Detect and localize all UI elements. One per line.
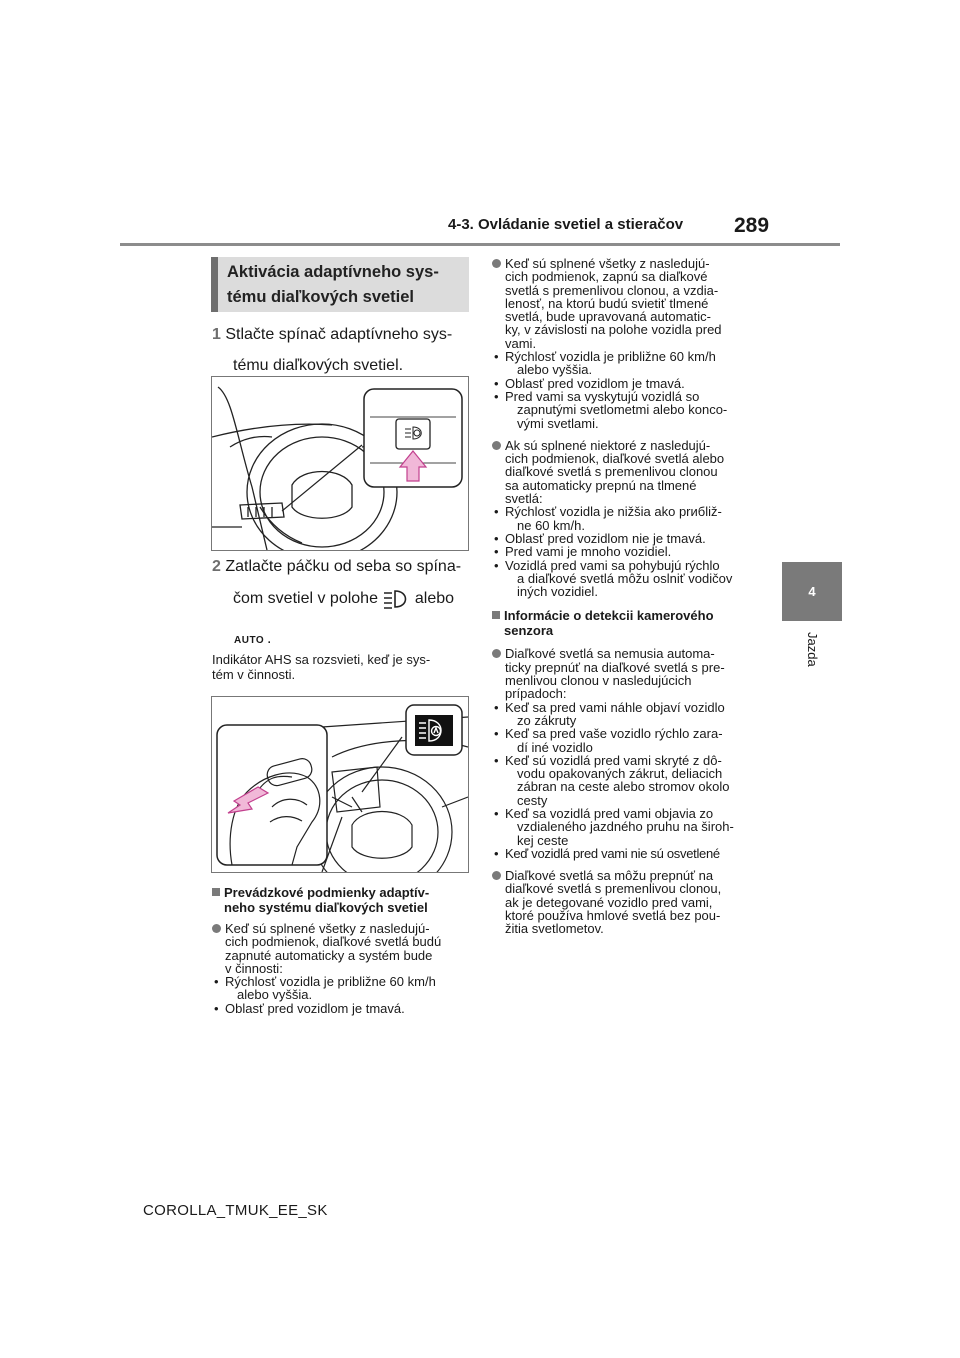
bullet-fog-lights xyxy=(492,869,762,935)
case-item: Keď vozidlá pred vami nie sú osvetlené xyxy=(505,845,720,861)
case-item-cont: vzdialeného jazdného pruhu na široh- xyxy=(517,819,734,835)
bullet4-line: ticky prepnúť na diaľkové svetlá s pre- xyxy=(505,659,725,675)
bullet5-line: žitia svetlometov. xyxy=(505,921,604,937)
subheading-operating-conditions xyxy=(212,885,474,915)
ahs-indicator-note xyxy=(212,653,474,682)
bullet5-line: diaľkové svetlá s premenlivou clonou, xyxy=(505,881,722,897)
running-header-title: 4-3. Ovládanie svetiel a stieračov xyxy=(448,216,684,233)
bullet5-line: ak je detegované vozidlo pred vami, xyxy=(505,894,713,910)
subheading-line2: neho systému diaľkových svetiel xyxy=(224,900,428,915)
page-number: 289 xyxy=(734,214,770,237)
condition-item: Rýchlosť vozidla je nižšia ako prибliž- xyxy=(505,504,722,520)
bullet3-line: sa automaticky prepnú na tlmené xyxy=(505,477,697,493)
square-bullet-icon xyxy=(212,888,220,896)
note-line1: Indikátor AHS sa rozsvieti, keď je sys- xyxy=(212,652,431,667)
auto-position-icon: AUTO xyxy=(234,635,265,646)
section-heading-line1: Aktivácia adaptívneho sys- xyxy=(227,263,439,281)
subheading-camera-detection xyxy=(492,608,762,638)
condition-item-cont: zapnutými svetlometmi alebo konco- xyxy=(517,402,728,418)
step-2 xyxy=(212,554,474,654)
case-item-cont: vodu opakovaných zákrut, deliacich xyxy=(517,766,723,782)
bullet2-line: Keď sú splnené všetky z nasledujú- xyxy=(505,256,710,271)
section-heading-line2: tému diaľkových svetiel xyxy=(227,288,415,306)
step-2-period: . xyxy=(266,630,272,647)
bullet-switch-to-low xyxy=(492,439,762,505)
case-item-cont: zo zákruty xyxy=(517,712,577,728)
subheading-line1: Prevádzkové podmienky adaptív- xyxy=(224,885,430,900)
step-2-text-line2a: čom svetiel v polohe xyxy=(233,590,378,607)
condition-item-cont: ne 60 km/h. xyxy=(517,517,585,533)
round-bullet-icon xyxy=(492,259,501,268)
condition-item-cont: alebo vyššia. xyxy=(237,987,313,1003)
bullet1-line: zapnuté automaticky a systém bude xyxy=(225,947,433,963)
figure-ahs-switch xyxy=(211,376,469,551)
section-heading xyxy=(211,257,469,312)
bullet5-line: Diaľkové svetlá sa môžu prepnúť na xyxy=(505,868,714,884)
bullet4-line: Diaľkové svetlá sa nemusia automa- xyxy=(505,646,715,662)
bullet1-line: cich podmienok, diaľkové svetlá budú xyxy=(225,934,442,950)
round-bullet-icon xyxy=(492,441,501,450)
chapter-label-text: Jazda xyxy=(805,632,820,667)
condition-item-cont: a diaľkové svetlá môžu oslniť vodičov xyxy=(517,570,733,586)
round-bullet-icon xyxy=(212,924,221,933)
bullet3-line: svetlá: xyxy=(505,491,543,507)
bullet4-cases: • Keď sa pred vami náhle objaví vozidlo zo zákruty • Keď sa pred vaše vozidlo rýchlo zara- dí iné vozidlo • Keď sú vozidlá pred vami skryté z dô- vodu opakovaných zákrut, deliacich zábran na ceste alebo stromov okolo cesty • Keď sa vozidlá pred vami objavia zo vzdialeného jazdného pruhu na široh- kej ceste • Keď vozidlá pred vami nie sú osvetlené xyxy=(492,701,762,861)
condition-item: Rýchlosť vozidla je približne 60 km/h xyxy=(505,349,716,365)
bullet2-line: svetlá s premenlivou clonou, a vzdia- xyxy=(505,282,719,298)
bullet-may-not-switch xyxy=(492,647,762,700)
figure-headlight-lever xyxy=(211,696,469,873)
condition-item: Pred vami sa vyskytujú vozidlá so xyxy=(505,388,700,404)
bullet3-line: cich podmienok, diaľkové svetlá alebo xyxy=(505,451,725,467)
chapter-label xyxy=(780,628,842,678)
bullet2-line: lenosť, na ktorú budú svietiť tlmené xyxy=(505,295,709,311)
bullet2-line: ky, v závislosti na polohe vozidla pred xyxy=(505,322,722,338)
case-item: Keď sa vozidlá pred vami objavia zo xyxy=(505,805,714,821)
step-2-text-line2b: alebo xyxy=(414,590,455,607)
subheading-line1: Informácie o detekcii kamerového xyxy=(504,608,714,624)
bullet1-line: Keď sú splnené všetky z nasledujú- xyxy=(225,921,430,936)
square-bullet-icon xyxy=(492,611,500,619)
condition-item-cont: alebo vyššia. xyxy=(517,362,593,378)
chapter-tab: 4 xyxy=(782,562,842,621)
bullet3-conditions: • Rýchlosť vozidla je nižšia ako prибliž- ne 60 km/h. • Oblasť pred vozidlom nie je tmavá. • Pred vami je mnoho vozidiel. • Vozidlá pred vami sa pohybujú rýchlo a diaľkové svetlá môžu oslniť vodičov iných vozidiel. xyxy=(492,505,762,598)
step-1-number: 1 xyxy=(212,326,221,343)
subheading-line2: senzora xyxy=(504,623,554,639)
condition-item: Pred vami je mnoho vozidiel. xyxy=(505,544,672,560)
header-rule xyxy=(120,243,840,246)
case-item: Keď sú vozidlá pred vami skryté z dô- xyxy=(505,752,722,768)
step-2-text-line1: Zatlačte páčku od seba so spína- xyxy=(225,558,462,575)
step-2-number: 2 xyxy=(212,558,221,575)
lever-illustration xyxy=(212,697,468,872)
bullet5-line: ktoré používa hmlové svetlá bez pou- xyxy=(505,908,721,924)
bullet2-line: vami. xyxy=(505,335,537,351)
bullet3-line: diaľkové svetlá s premenlivou clonou xyxy=(505,464,718,480)
bullet2-line: svetlá, bude upravovaná automatic- xyxy=(505,309,711,325)
step-1-text-line1: Stlačte spínač adaptívneho sys- xyxy=(225,326,453,343)
bullet4-line: prípadoch: xyxy=(505,686,567,702)
condition-item: Vozidlá pred vami sa pohybujú rýchlo xyxy=(505,557,720,573)
bullet-variable-beam xyxy=(492,257,762,350)
high-beam-icon xyxy=(382,588,410,610)
bullet2-line: cich podmienok, zapnú sa diaľkové xyxy=(505,269,708,285)
bullet1-line: v činnosti: xyxy=(225,960,283,976)
case-item-cont: zábran na ceste alebo stromov okolo xyxy=(517,779,730,795)
case-item: Keď sa pred vaše vozidlo rýchlo zara- xyxy=(505,726,723,742)
note-line2: tém v činnosti. xyxy=(212,666,296,682)
dashboard-switch-illustration xyxy=(212,377,468,550)
bullet3-line: Ak sú splnené niektoré z nasledujú- xyxy=(505,437,711,453)
condition-item-cont: vými svetlami. xyxy=(517,415,599,431)
bullet2-conditions: • Rýchlosť vozidla je približne 60 km/h alebo vyššia. • Oblasť pred vozidlom je tmavá. • Pred vami sa vyskytujú vozidlá so zapnutými svetlometmi alebo konco- vými svetlami. xyxy=(492,350,762,430)
round-bullet-icon xyxy=(492,649,501,658)
condition-item: Oblasť pred vozidlom je tmavá. xyxy=(225,1000,405,1016)
step-1 xyxy=(212,322,474,379)
footer-model-code: COROLLA_TMUK_EE_SK xyxy=(143,1202,328,1219)
case-item: Keď sa pred vami náhle objaví vozidlo xyxy=(505,699,725,715)
right-column xyxy=(492,257,762,936)
case-item-cont: dí iné vozidlo xyxy=(517,739,593,755)
condition-item: Rýchlosť vozidla je približne 60 km/h xyxy=(225,974,436,990)
bullet-all-conditions-high-beam: Keď sú splnené všetky z nasledujú- cich podmienok, diaľkové svetlá budú zapnuté automaticky a systém bude v činnosti: • Rýchlosť vozidla je približne 60 km/h alebo vyššia. • Oblasť pred vozidlom je tmavá. xyxy=(212,922,474,1015)
round-bullet-icon xyxy=(492,871,501,880)
condition-item: Oblasť pred vozidlom nie je tmavá. xyxy=(505,530,706,546)
case-item-cont: kej ceste xyxy=(517,832,569,848)
step-1-text-line2: tému diaľkových svetiel. xyxy=(233,357,404,374)
condition-item-cont: iných vozidiel. xyxy=(517,584,598,600)
bullet4-line: menlivou clonou v nasledujúcich xyxy=(505,673,692,689)
condition-item: Oblasť pred vozidlom je tmavá. xyxy=(505,375,685,391)
case-item-cont: cesty xyxy=(517,792,548,808)
